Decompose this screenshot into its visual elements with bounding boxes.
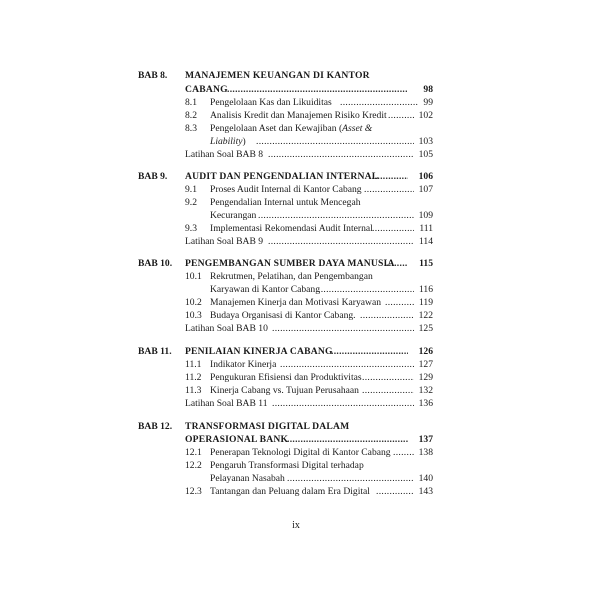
- chapter-title-cont: OPERASIONAL BANK: [185, 434, 289, 445]
- page-number: 140: [418, 473, 433, 484]
- page-number: 98: [423, 84, 433, 95]
- dot-leader: [256, 136, 414, 147]
- section-number: 9.3: [185, 223, 197, 234]
- section-title: Indikator Kinerja: [210, 359, 277, 370]
- page-number: 114: [418, 236, 433, 247]
- section-title-cont: Kecurangan: [210, 210, 257, 221]
- section-title: Proses Audit Internal di Kantor Cabang: [210, 184, 362, 195]
- section-number: 11.1: [185, 359, 202, 370]
- section-number: 8.2: [185, 110, 197, 121]
- dot-leader: [258, 210, 414, 221]
- chapter-number: BAB 11.: [138, 346, 172, 357]
- exercise-title: Latihan Soal BAB 11: [185, 398, 268, 409]
- section-number: 9.2: [185, 197, 197, 208]
- page-number: 129: [418, 372, 433, 383]
- section-number: 10.3: [185, 310, 202, 321]
- chapter-title: MANAJEMEN KEUANGAN DI KANTOR: [185, 70, 370, 81]
- page-number: 132: [418, 385, 433, 396]
- dot-leader: [331, 346, 408, 357]
- page-number: 109: [418, 210, 433, 221]
- section-title: Pengendalian Internal untuk Mencegah: [210, 197, 361, 208]
- section-number: 10.1: [185, 271, 202, 282]
- section-title: Manajemen Kinerja dan Motivasi Karyawan: [210, 297, 382, 308]
- section-title: Analisis Kredit dan Manajemen Risiko Kredit: [210, 110, 387, 121]
- section-number: 12.2: [185, 460, 202, 471]
- dot-leader: [287, 434, 408, 445]
- dot-leader: [268, 149, 414, 160]
- section-title: Penerapan Teknologi Digital di Kantor Cabang: [210, 447, 391, 458]
- section-title: Tantangan dan Peluang dalam Era Digital: [210, 486, 370, 497]
- page-number: 122: [418, 310, 433, 321]
- page-number: 115: [419, 258, 433, 269]
- section-title: Budaya Organisasi di Kantor Cabang.: [210, 310, 356, 321]
- chapter-title-cont: CABANG: [185, 84, 228, 95]
- dot-leader: [268, 236, 414, 247]
- exercise-title: Latihan Soal BAB 9: [185, 236, 264, 247]
- chapter-number: BAB 12.: [138, 421, 173, 432]
- chapter-title: AUDIT DAN PENGENDALIAN INTERNAL: [185, 171, 379, 182]
- section-number: 11.2: [185, 372, 202, 383]
- chapter-title: PENILAIAN KINERJA CABANG: [185, 346, 333, 357]
- section-title-cont: Liability): [210, 136, 246, 147]
- dot-leader: [287, 473, 414, 484]
- section-title: Pengaruh Transformasi Digital terhadap: [210, 460, 364, 471]
- page-number: 116: [418, 284, 433, 295]
- chapter-number: BAB 10.: [138, 258, 173, 269]
- section-title: Pengelolaan Kas dan Likuiditas: [210, 97, 332, 108]
- section-number: 8.3: [185, 123, 197, 134]
- section-title: Kinerja Cabang vs. Tujuan Perusahaan: [210, 385, 359, 396]
- chapter-number: BAB 8.: [138, 70, 168, 81]
- dot-leader: [272, 398, 414, 409]
- page-number: 103: [418, 136, 433, 147]
- section-number: 11.3: [185, 385, 202, 396]
- page-number: 106: [418, 171, 433, 182]
- page-number: 136: [418, 398, 433, 409]
- section-title: Rekrutmen, Pelatihan, dan Pengembangan: [210, 271, 373, 282]
- chapter-number: BAB 9.: [138, 171, 168, 182]
- section-number: 8.1: [185, 97, 197, 108]
- exercise-title: Latihan Soal BAB 10: [185, 323, 268, 334]
- page-number: 138: [418, 447, 433, 458]
- section-number: 12.1: [185, 447, 202, 458]
- page-number: 143: [418, 486, 433, 497]
- section-title: Implementasi Rekomendasi Audit Internal: [210, 223, 373, 234]
- chapter-title: PENGEMBANGAN SUMBER DAYA MANUSIA: [185, 258, 395, 269]
- page-number: 127: [418, 359, 433, 370]
- section-title-cont: Pelayanan Nasabah: [210, 473, 285, 484]
- dot-leader: [318, 284, 414, 295]
- dot-leader: [227, 84, 407, 95]
- chapter-title: TRANSFORMASI DIGITAL DALAM: [185, 421, 350, 432]
- page-number: 102: [418, 110, 433, 121]
- dot-leader: [280, 359, 414, 370]
- page-number: 111: [419, 223, 433, 234]
- dot-leader: [272, 323, 414, 334]
- page-number: 137: [418, 434, 433, 445]
- page-footer-number: ix: [292, 520, 300, 531]
- page-number: 119: [418, 297, 433, 308]
- page-number: 126: [418, 346, 433, 357]
- section-title: Pengukuran Efisiensi dan Produktivitas: [210, 372, 362, 383]
- section-number: 9.1: [185, 184, 197, 195]
- section-number: 10.2: [185, 297, 202, 308]
- page-number: 107: [418, 184, 433, 195]
- section-title: Pengelolaan Aset dan Kewajiban (Asset &: [210, 123, 373, 134]
- section-title-cont: Karyawan di Kantor Cabang: [210, 284, 321, 295]
- exercise-title: Latihan Soal BAB 8: [185, 149, 264, 160]
- page-number: 105: [418, 149, 433, 160]
- page-number: 99: [423, 97, 433, 108]
- section-number: 12.3: [185, 486, 202, 497]
- page-number: 125: [418, 323, 433, 334]
